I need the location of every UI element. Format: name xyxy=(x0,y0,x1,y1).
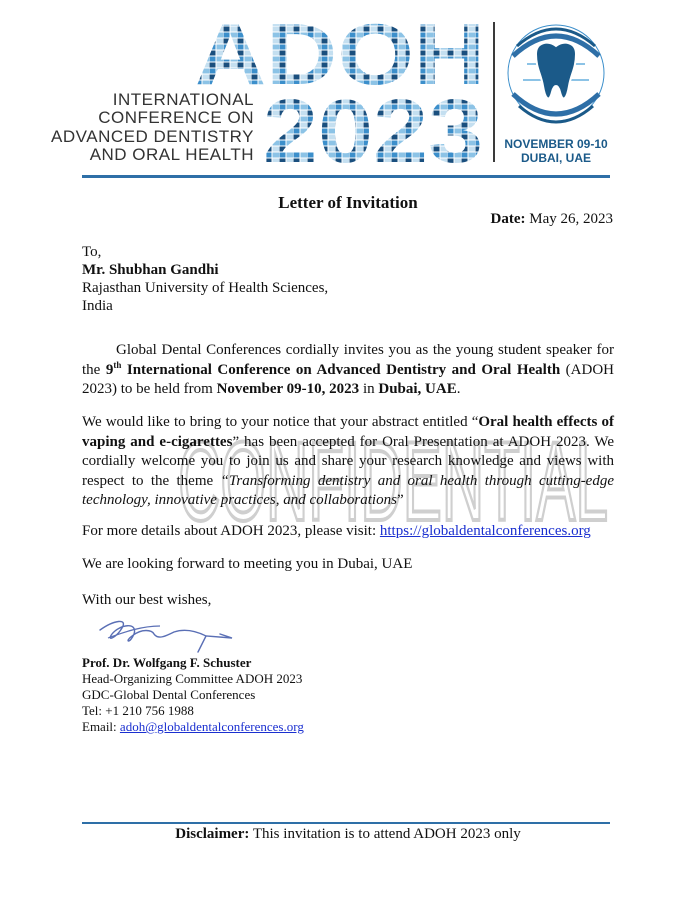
date-label: Date: xyxy=(490,211,526,227)
paragraph-wishes: With our best wishes, xyxy=(82,592,212,608)
event-location: DUBAI, UAE xyxy=(520,151,591,165)
conference-name-line-1: INTERNATIONAL xyxy=(112,90,254,109)
p1-conference: International Conference on Advanced Dentistry and Oral Health xyxy=(121,361,561,378)
p2-end: ” xyxy=(396,492,404,508)
signer-email-link[interactable]: adoh@globaldentalconferences.org xyxy=(119,719,304,734)
p1-dates: November 09-10, 2023 xyxy=(216,381,360,397)
email-label: Email: xyxy=(82,719,120,734)
signer-phone: Tel: +1 210 756 1988 xyxy=(82,703,194,718)
header-divider xyxy=(82,175,610,178)
p2-start: We would like to bring to your notice that your abstract entitled “ xyxy=(82,414,479,430)
paragraph-abstract xyxy=(82,413,614,511)
footer-divider xyxy=(82,822,610,824)
logo-acronym: ADOH xyxy=(195,14,485,103)
p1-edition: 9 xyxy=(105,361,114,378)
conference-header xyxy=(0,0,696,182)
abstract-title: Oral health effects of vaping and e-cigarettes xyxy=(82,414,614,450)
p1-in: in xyxy=(359,381,379,397)
signer-block xyxy=(82,655,304,735)
signer-name: Prof. Dr. Wolfgang F. Schuster xyxy=(82,655,252,670)
recipient-institution: Rajasthan University of Health Sciences, xyxy=(82,280,329,296)
letter-title: Letter of Invitation xyxy=(278,193,418,212)
paragraph-details xyxy=(82,522,614,542)
header-separator xyxy=(493,22,495,162)
salutation: To, xyxy=(82,244,102,260)
website-link[interactable]: https://globaldentalconferences.org xyxy=(379,523,591,539)
p1-edition-sup: th xyxy=(113,359,122,370)
recipient-block xyxy=(82,243,328,315)
recipient-country: India xyxy=(82,298,113,314)
p1-intro: Global Dental Conferences cordially invites you as the young student speaker for the xyxy=(82,342,614,378)
event-date: NOVEMBER 09-10 xyxy=(504,137,608,151)
letter-date xyxy=(491,211,613,228)
p1-place: Dubai, UAE xyxy=(378,381,457,397)
signer-role: Head-Organizing Committee ADOH 2023 xyxy=(82,671,303,686)
tooth-globe-icon xyxy=(503,16,609,131)
p1-end: . xyxy=(456,381,461,397)
disclaimer xyxy=(0,826,696,843)
watermark-text: CONFIDENTIAL xyxy=(178,420,608,530)
conference-name-line-2: CONFERENCE ON xyxy=(98,108,254,127)
paragraph-invitation xyxy=(82,341,614,400)
logo-year: 2023 xyxy=(263,82,483,164)
conference-theme: “Transforming dentistry and oral health through cutting-edge technology, innovative practices, and collaborations xyxy=(82,472,614,508)
signer-org: GDC-Global Dental Conferences xyxy=(82,687,256,702)
p2-mid: ” has been accepted for Oral Presentation at ADOH 2023. We cordially welcome you to join us and share your research knowledge and views with respect to the theme xyxy=(82,433,615,489)
disclaimer-label: Disclaimer: xyxy=(175,826,250,842)
handwritten-signature xyxy=(94,612,244,656)
disclaimer-text: This invitation is to attend ADOH 2023 only xyxy=(249,826,521,842)
paragraph-closing: We are looking forward to meeting you in Dubai, UAE xyxy=(82,556,413,572)
conference-name-line-3: ADVANCED DENTISTRY xyxy=(51,127,254,146)
conference-name-line-4: AND ORAL HEALTH xyxy=(89,145,254,164)
recipient-name: Mr. Shubhan Gandhi xyxy=(82,262,219,278)
p1-mid: (ADOH 2023) to be held from xyxy=(82,361,615,397)
event-date-location xyxy=(503,137,609,165)
signer-email-line xyxy=(82,719,304,735)
date-value: May 26, 2023 xyxy=(529,211,613,227)
p3-text: For more details about ADOH 2023, please visit: xyxy=(82,523,380,539)
